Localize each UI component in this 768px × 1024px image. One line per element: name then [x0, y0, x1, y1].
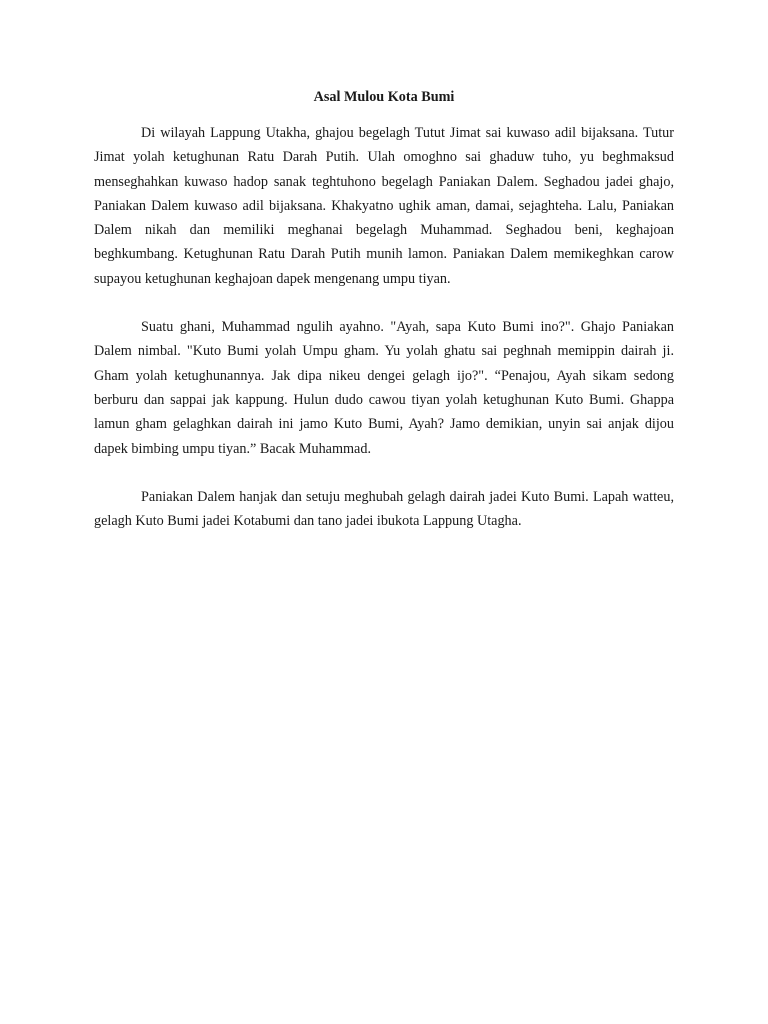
paragraph-1: Di wilayah Lappung Utakha, ghajou begelagh Tutut Jimat sai kuwaso adil bijaksana. Tutur Jimat yolah ketughunan Ratu Darah Putih. Ulah omoghno sai ghaduw tuho, yu beghmaksud menseghahkan kuwaso hadop sanak teghtuhono begelagh Paniakan Dalem. Seghadou jadei ghajo, Paniakan Dalem kuwaso adil bijaksana. Khakyatno ughik aman, damai, sejaghteha. Lalu, Paniakan Dalem nikah dan memiliki meghanai begelagh Muhammad. Seghadou beni, keghajoan beghkumbang. Ketughunan Ratu Darah Putih munih lamon. Paniakan Dalem memikeghkan carow supayou ketughunan keghajoan dapek mengenang umpu tiyan. — [94, 125, 674, 287]
paragraph-3: Paniakan Dalem hanjak dan setuju meghubah gelagh dairah jadei Kuto Bumi. Lapah watteu, gelagh Kuto Bumi jadei Kotabumi dan tano jadei ibukota Lappung Utagha. — [94, 488, 674, 530]
document-body — [94, 85, 674, 557]
document-title: Asal Mulou Kota Bumi — [313, 89, 455, 105]
paragraph-2: Suatu ghani, Muhammad ngulih ayahno. "Ayah, sapa Kuto Bumi ino?". Ghajo Paniakan Dalem nimbal. "Kuto Bumi yolah Umpu gham. Yu yolah ghatu sai peghnah memippin dairah ji. Gham yolah ketughunannya. Jak dipa nikeu dengei gelagh ijo?". “Penajou, Ayah sikam sedong berburu dan sappai jak kappung. Hulun dudo cawou tiyan yolah ketughunan Kuto Bumi. Ghappa lamun gham gelaghkan dairah ini jamo Kuto Bumi, Ayah? Jamo demikian, unyin sai anjak dijou dapek bimbing umpu tiyan.” Bacak Muhammad. — [94, 319, 674, 457]
